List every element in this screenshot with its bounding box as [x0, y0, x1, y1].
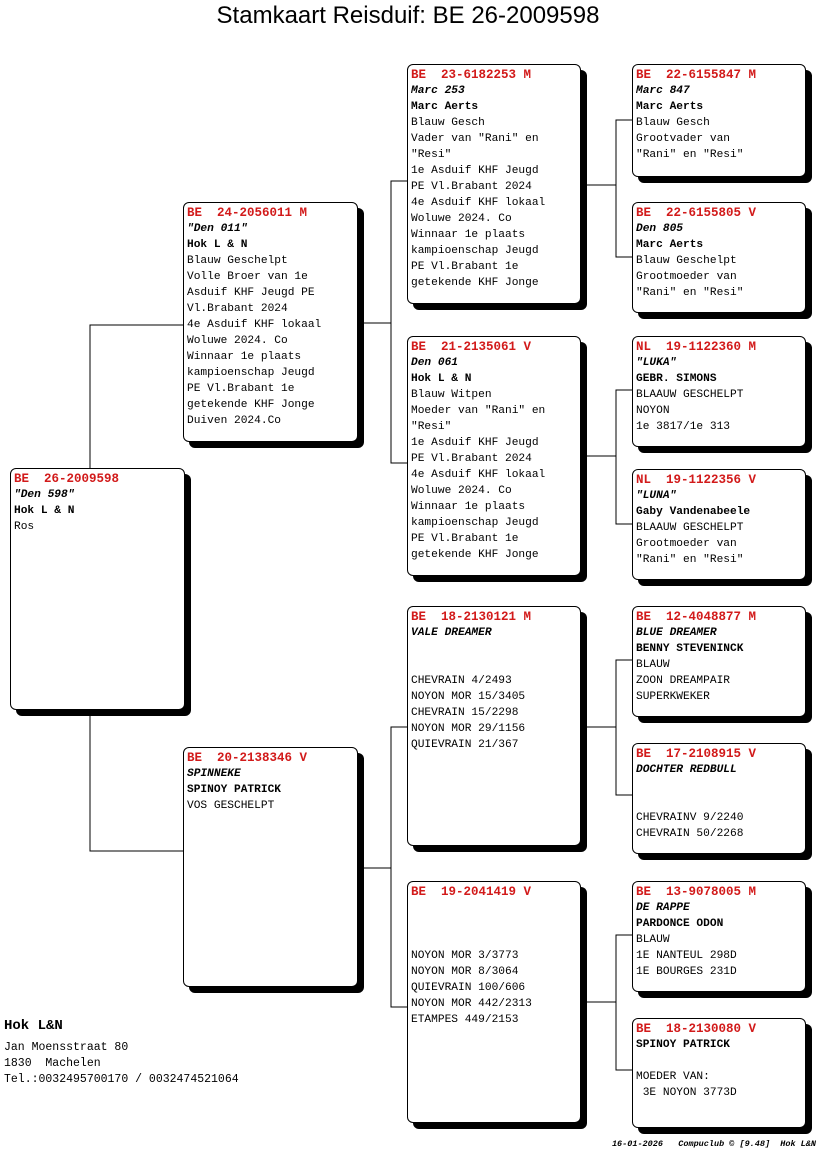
- ring-number: BE 24-2056011 M: [187, 206, 308, 220]
- bird-detail-line: Blauw Gesch: [411, 117, 485, 129]
- bird-name: "LUKA": [636, 357, 677, 369]
- bird-detail-line: 1e 3817/1e 313: [636, 421, 730, 433]
- bird-detail-line: CHEVRAIN 15/2298: [411, 707, 519, 719]
- bird-detail-line: Blauw Witpen: [411, 389, 492, 401]
- bird-detail-line: BLAUW: [636, 659, 670, 671]
- bird-detail-line: Grootmoeder van: [636, 271, 737, 283]
- owner-info: [4, 1018, 239, 1088]
- bird-card-fm-mother[interactable]: [632, 469, 806, 580]
- bird-detail-line: getekende KHF Jonge: [411, 277, 539, 289]
- bird-detail-line: "Rani" en "Resi": [636, 287, 744, 299]
- owner-address: Jan Moensstraat 80: [4, 1041, 129, 1054]
- bird-detail-line: 1E BOURGES 231D: [636, 966, 737, 978]
- bird-detail-line: NOYON MOR 8/3064: [411, 966, 519, 978]
- bird-detail-line: "Rani" en "Resi": [636, 149, 744, 161]
- bird-detail-line: PE Vl.Brabant 1e: [187, 383, 295, 395]
- breeder-name: Marc Aerts: [636, 239, 704, 251]
- bird-card-ff-father[interactable]: [632, 64, 806, 177]
- ring-number: BE 22-6155847 M: [636, 68, 757, 82]
- bird-name: "Den 598": [14, 489, 75, 501]
- breeder-name: Marc Aerts: [411, 101, 479, 113]
- bird-detail-line: "Rani" en "Resi": [636, 554, 744, 566]
- bird-detail-line: Moeder van "Rani" en: [411, 405, 546, 417]
- bird-detail-line: Blauw Geschelpt: [187, 255, 288, 267]
- bird-name: Marc 253: [411, 85, 465, 97]
- bird-detail-line: Woluwe 2024. Co: [187, 335, 288, 347]
- bird-card-mf-mother[interactable]: [632, 743, 806, 854]
- bird-detail-line: PE Vl.Brabant 1e: [411, 533, 519, 545]
- bird-detail-line: getekende KHF Jonge: [187, 399, 315, 411]
- bird-detail-line: MOEDER VAN:: [636, 1071, 710, 1083]
- owner-city: 1830 Machelen: [4, 1057, 101, 1070]
- bird-detail-line: Blauw Gesch: [636, 117, 710, 129]
- breeder-name: PARDONCE ODON: [636, 918, 724, 930]
- bird-card-mother-mother[interactable]: [407, 881, 581, 1123]
- bird-detail-line: NOYON MOR 15/3405: [411, 691, 526, 703]
- bird-name: Den 061: [411, 357, 458, 369]
- bird-detail-line: PE Vl.Brabant 2024: [411, 453, 532, 465]
- blank-line: [411, 916, 577, 932]
- bird-detail-line: 3E NOYON 3773D: [636, 1087, 737, 1099]
- bird-detail-line: Asduif KHF Jeugd PE: [187, 287, 315, 299]
- bird-detail-line: Winnaar 1e plaats: [187, 351, 302, 363]
- bird-card-subject[interactable]: [10, 468, 185, 710]
- bird-detail-line: 4e Asduif KHF lokaal: [411, 197, 546, 209]
- bird-detail-line: Winnaar 1e plaats: [411, 501, 526, 513]
- bird-detail-line: BLAUW: [636, 934, 670, 946]
- bird-detail-line: ETAMPES 449/2153: [411, 1014, 519, 1026]
- bird-card-father-mother[interactable]: [407, 336, 581, 576]
- bird-card-mother-father[interactable]: [407, 606, 581, 846]
- bird-card-father-father[interactable]: [407, 64, 581, 304]
- bird-name: DE RAPPE: [636, 902, 690, 914]
- blank-line: [411, 641, 577, 657]
- bird-detail-line: kampioenschap Jeugd: [411, 517, 539, 529]
- bird-detail-line: VOS GESCHELPT: [187, 800, 275, 812]
- bird-name: DOCHTER REDBULL: [636, 764, 737, 776]
- breeder-name: GEBR. SIMONS: [636, 373, 717, 385]
- bird-name: Marc 847: [636, 85, 690, 97]
- ring-number: BE 19-2041419 V: [411, 885, 532, 899]
- bird-detail-line: Volle Broer van 1e: [187, 271, 308, 283]
- bird-detail-line: NOYON MOR 29/1156: [411, 723, 526, 735]
- bird-detail-line: NOYON MOR 442/2313: [411, 998, 532, 1010]
- page-title: Stamkaart Reisduif: BE 26-2009598: [216, 2, 600, 29]
- bird-card-fm-father[interactable]: [632, 336, 806, 447]
- ring-number: BE 12-4048877 M: [636, 610, 757, 624]
- ring-number: BE 23-6182253 M: [411, 68, 532, 82]
- bird-detail-line: 4e Asduif KHF lokaal: [411, 469, 546, 481]
- bird-detail-line: ZOON DREAMPAIR: [636, 675, 730, 687]
- bird-detail-line: Vl.Brabant 2024: [187, 303, 288, 315]
- bird-name: VALE DREAMER: [411, 627, 492, 639]
- bird-detail-line: QUIEVRAIN 100/606: [411, 982, 526, 994]
- owner-name: Hok L&N: [4, 1018, 63, 1034]
- breeder-name: Hok L & N: [411, 373, 472, 385]
- breeder-name: Hok L & N: [187, 239, 248, 251]
- ring-number: BE 21-2135061 V: [411, 340, 532, 354]
- bird-detail-line: Winnaar 1e plaats: [411, 229, 526, 241]
- bird-card-mm-father[interactable]: [632, 881, 806, 992]
- bird-card-mf-father[interactable]: [632, 606, 806, 717]
- bird-detail-line: Woluwe 2024. Co: [411, 485, 512, 497]
- bird-detail-line: Vader van "Rani" en: [411, 133, 539, 145]
- bird-detail-line: CHEVRAIN 50/2268: [636, 828, 744, 840]
- bird-name: "LUNA": [636, 490, 677, 502]
- blank-line: [411, 657, 577, 673]
- bird-detail-line: Ros: [14, 521, 35, 533]
- blank-line: [636, 1053, 802, 1069]
- breeder-name: Gaby Vandenabeele: [636, 506, 751, 518]
- breeder-name: Hok L & N: [14, 505, 75, 517]
- ring-number: BE 18-2130121 M: [411, 610, 532, 624]
- bird-detail-line: NOYON MOR 3/3773: [411, 950, 519, 962]
- bird-detail-line: NOYON: [636, 405, 670, 417]
- bird-name: BLUE DREAMER: [636, 627, 717, 639]
- bird-detail-line: PE Vl.Brabant 2024: [411, 181, 532, 193]
- breeder-name: Marc Aerts: [636, 101, 704, 113]
- ring-number: BE 13-9078005 M: [636, 885, 757, 899]
- ring-number: BE 18-2130080 V: [636, 1022, 757, 1036]
- bird-detail-line: Woluwe 2024. Co: [411, 213, 512, 225]
- bird-detail-line: 1e Asduif KHF Jeugd: [411, 165, 539, 177]
- footer-credit: 16-01-2026 Compuclub © [9.48] Hok L&N: [611, 1139, 816, 1149]
- ring-number: BE 22-6155805 V: [636, 206, 757, 220]
- ring-number: BE 20-2138346 V: [187, 751, 308, 765]
- bird-name: Den 805: [636, 223, 683, 235]
- ring-number: BE 26-2009598: [14, 472, 120, 486]
- bird-detail-line: PE Vl.Brabant 1e: [411, 261, 519, 273]
- bird-detail-line: "Resi": [411, 421, 452, 433]
- bird-detail-line: "Resi": [411, 149, 452, 161]
- bird-card-ff-mother[interactable]: [632, 202, 806, 313]
- bird-name: SPINNEKE: [187, 768, 241, 780]
- blank-line: [636, 778, 802, 794]
- ring-number: BE 17-2108915 V: [636, 747, 757, 761]
- bird-detail-line: Duiven 2024.Co: [187, 415, 281, 427]
- ring-number: NL 19-1122356 V: [636, 473, 757, 487]
- bird-detail-line: BLAAUW GESCHELPT: [636, 522, 744, 534]
- bird-detail-line: SUPERKWEKER: [636, 691, 710, 703]
- bird-detail-line: Blauw Geschelpt: [636, 255, 737, 267]
- bird-detail-line: 4e Asduif KHF lokaal: [187, 319, 322, 331]
- bird-detail-line: kampioenschap Jeugd: [411, 245, 539, 257]
- bird-card-father[interactable]: [183, 202, 358, 442]
- bird-detail-line: Grootmoeder van: [636, 538, 737, 550]
- blank-line: [636, 794, 802, 810]
- bird-detail-line: 1e Asduif KHF Jeugd: [411, 437, 539, 449]
- bird-name: "Den 011": [187, 223, 248, 235]
- bird-detail-line: QUIEVRAIN 21/367: [411, 739, 519, 751]
- breeder-name: SPINOY PATRICK: [187, 784, 281, 796]
- blank-line: [411, 900, 577, 916]
- blank-line: [411, 932, 577, 948]
- bird-detail-line: CHEVRAINV 9/2240: [636, 812, 744, 824]
- owner-phone: Tel.:0032495700170 / 0032474521064: [4, 1073, 239, 1086]
- bird-card-mm-mother[interactable]: [632, 1018, 806, 1128]
- bird-card-mother[interactable]: [183, 747, 358, 987]
- bird-detail-line: CHEVRAIN 4/2493: [411, 675, 512, 687]
- bird-detail-line: Grootvader van: [636, 133, 730, 145]
- bird-detail-line: kampioenschap Jeugd: [187, 367, 315, 379]
- bird-detail-line: getekende KHF Jonge: [411, 549, 539, 561]
- ring-number: NL 19-1122360 M: [636, 340, 757, 354]
- breeder-name: BENNY STEVENINCK: [636, 643, 744, 655]
- bird-detail-line: 1E NANTEUL 298D: [636, 950, 737, 962]
- breeder-name: SPINOY PATRICK: [636, 1039, 730, 1051]
- bird-detail-line: BLAAUW GESCHELPT: [636, 389, 744, 401]
